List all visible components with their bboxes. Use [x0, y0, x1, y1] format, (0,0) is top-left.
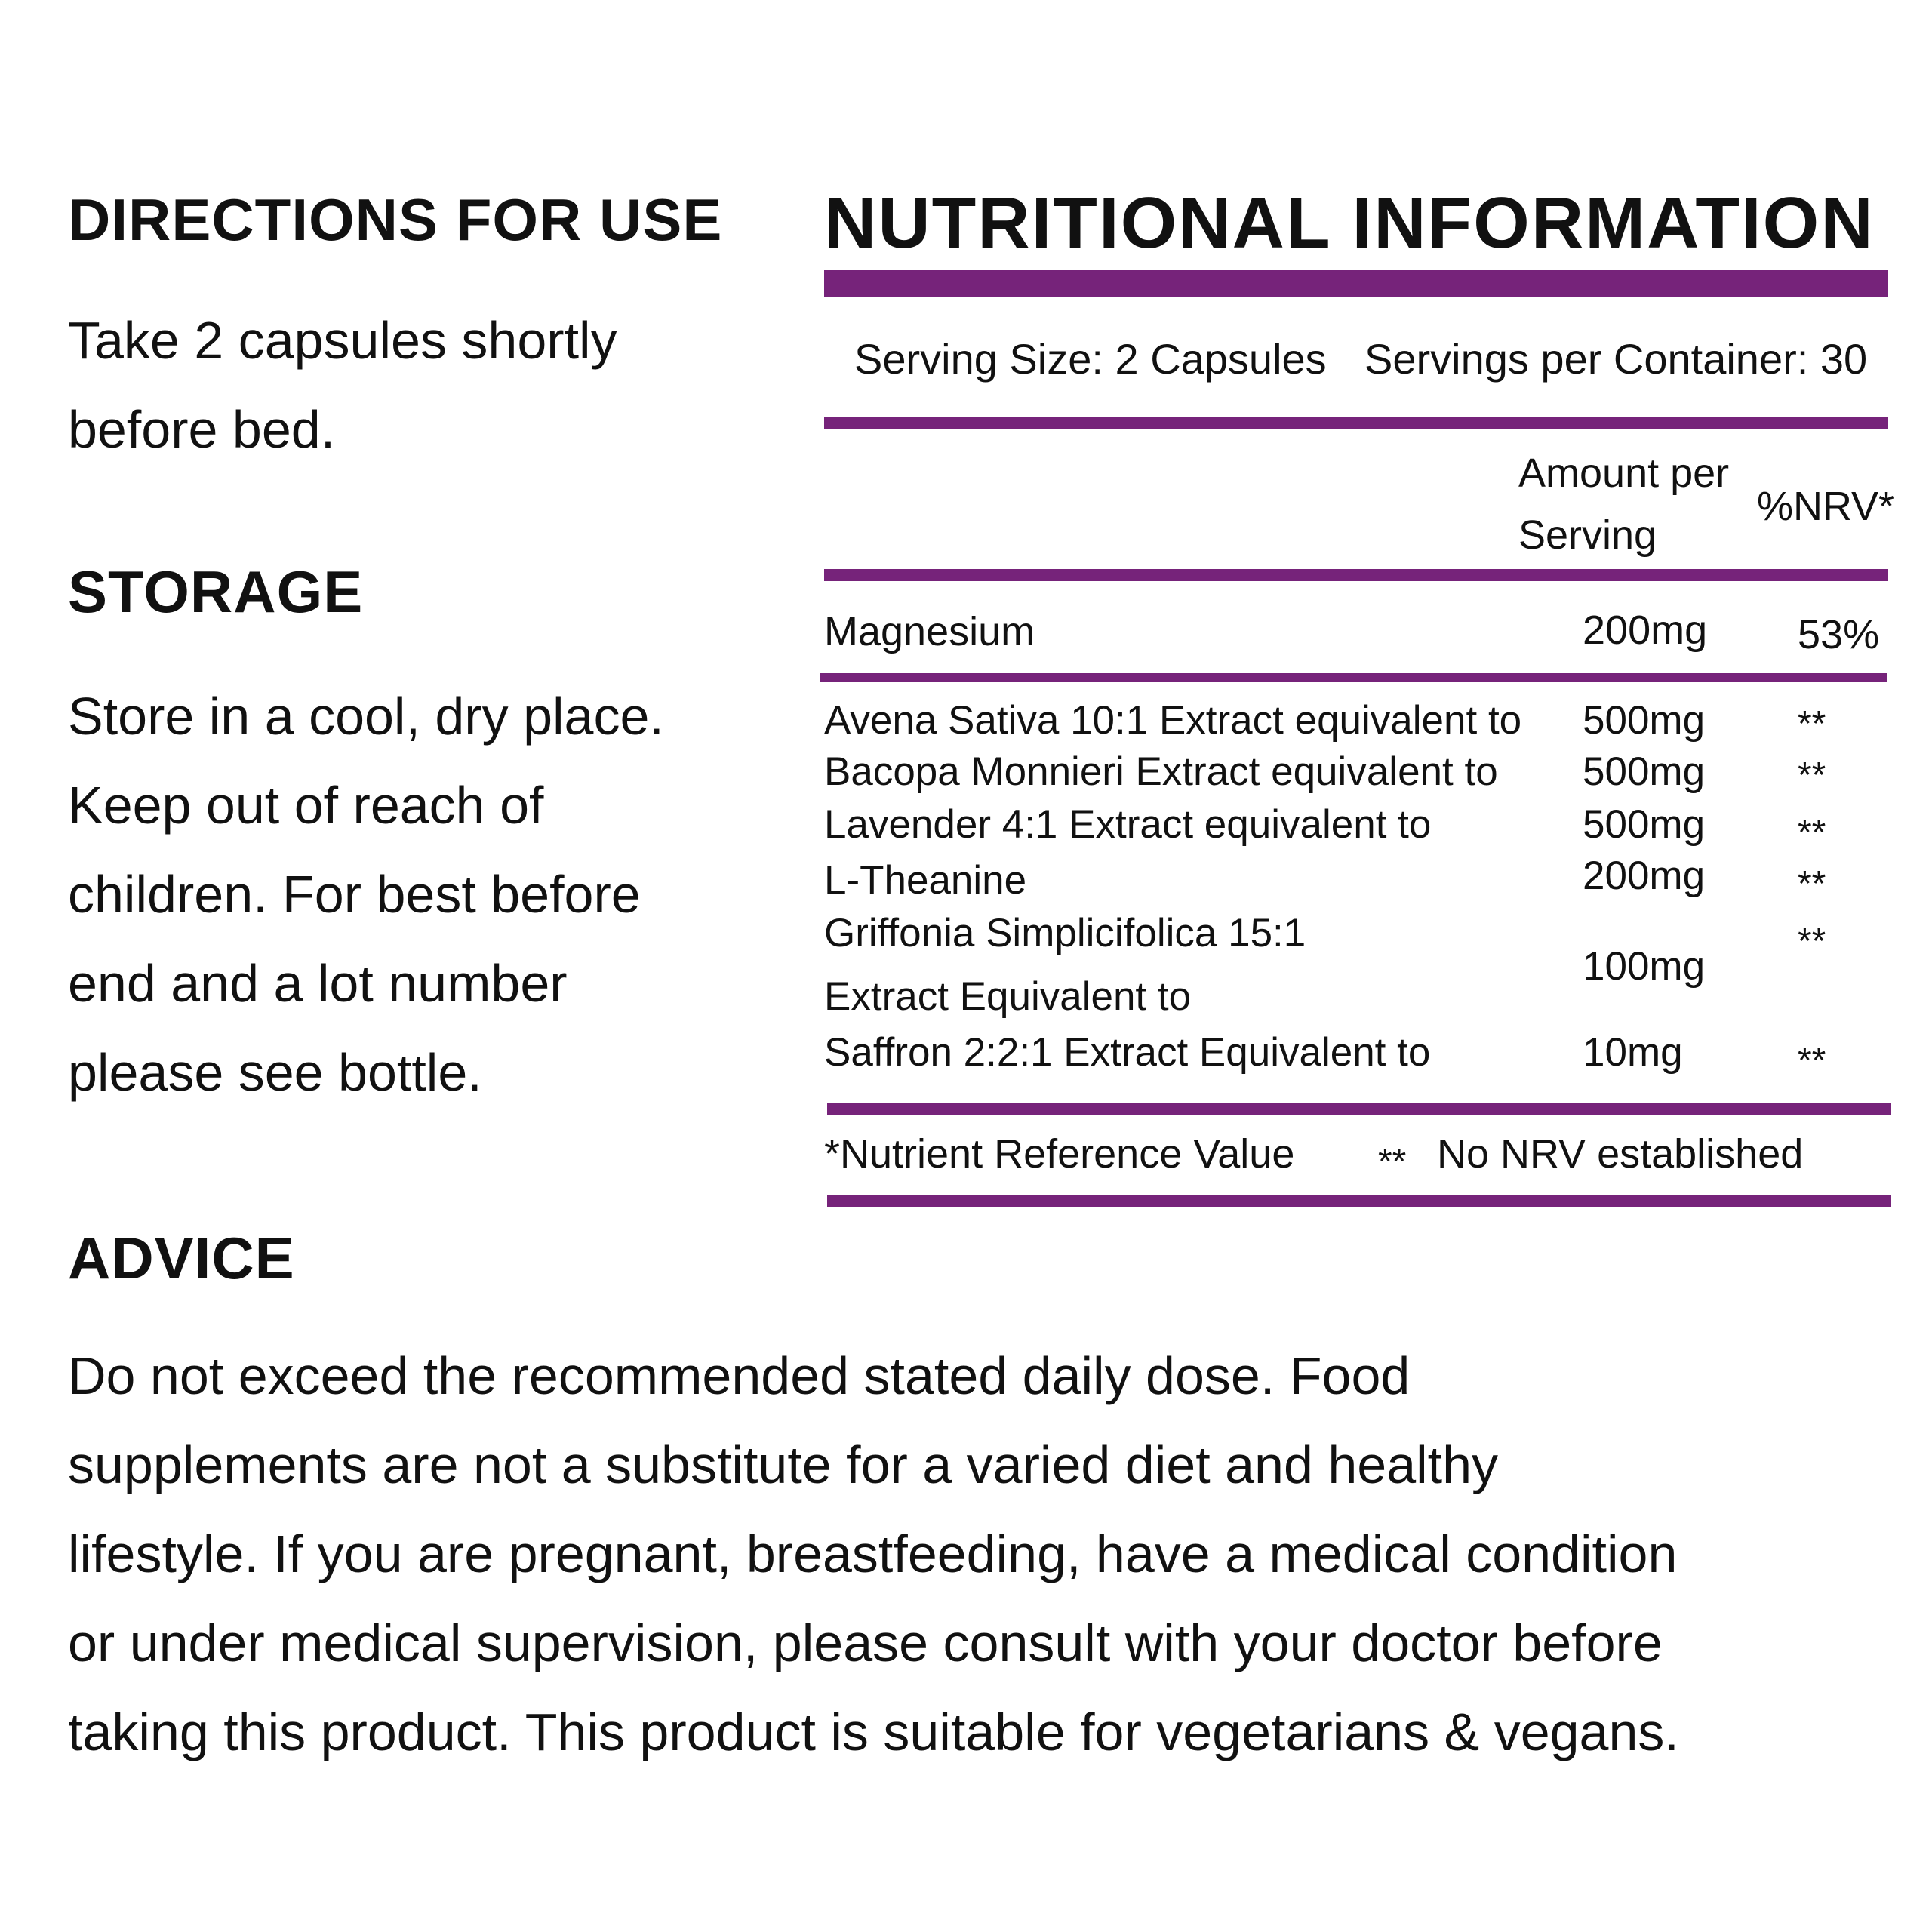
advice-text [68, 1331, 1909, 1777]
divider-bottom [827, 1195, 1891, 1208]
ingredient-nrv: ** [1798, 921, 1826, 961]
footnote-no-nrv: No NRV established [1437, 1131, 1804, 1177]
directions-line: before bed. [68, 400, 336, 459]
ingredient-row [824, 854, 1896, 913]
nutrition-title: NUTRITIONAL INFORMATION [824, 183, 1875, 263]
ingredient-row [824, 749, 1896, 804]
directions-line: Take 2 capsules shortly [68, 311, 617, 370]
ingredient-amount: 100mg [1583, 944, 1706, 989]
ingredient-row [824, 913, 1896, 1026]
ingredient-name: Griffonia Simplicifolica 15:1 [824, 911, 1306, 955]
advice-line: taking this product. This product is suitable for vegetarians & vegans. [68, 1703, 1679, 1761]
ingredient-row [824, 1032, 1896, 1085]
ingredient-name: Lavender 4:1 Extract equivalent to [824, 802, 1432, 847]
footnote-stars: ** [1378, 1142, 1407, 1182]
ingredient-nrv: ** [1798, 704, 1826, 744]
storage-line: please see bottle. [68, 1043, 482, 1102]
ingredient-amount: 10mg [1583, 1030, 1683, 1075]
magnesium-name: Magnesium [824, 609, 1035, 654]
col-amount-header-line2: Serving [1518, 512, 1657, 558]
advice-heading: ADVICE [68, 1225, 295, 1291]
magnesium-nrv: 53% [1798, 612, 1880, 657]
ingredient-name: Bacopa Monnieri Extract equivalent to [824, 749, 1498, 794]
divider-serving [824, 417, 1888, 429]
ingredient-amount: 200mg [1583, 854, 1706, 898]
ingredient-name: L-Theanine [824, 858, 1027, 903]
directions-text [68, 296, 777, 474]
ingredient-nrv: ** [1798, 755, 1826, 795]
serving-size: Serving Size: 2 Capsules [854, 335, 1327, 383]
ingredient-name-line2: Extract Equivalent to [824, 974, 1192, 1019]
divider-ingredients [827, 1103, 1891, 1115]
ingredient-amount: 500mg [1583, 802, 1706, 847]
ingredient-row [824, 804, 1896, 857]
storage-line: Keep out of reach of [68, 776, 544, 835]
advice-line: lifestyle. If you are pregnant, breastfeeding, have a medical condition [68, 1524, 1678, 1583]
ingredient-nrv: ** [1798, 1041, 1826, 1081]
footnote-nrv: *Nutrient Reference Value [824, 1131, 1295, 1177]
ingredient-nrv: ** [1798, 864, 1826, 904]
ingredient-row [824, 700, 1896, 753]
advice-line: supplements are not a substitute for a varied diet and healthy [68, 1435, 1499, 1494]
col-amount-header-line1: Amount per [1518, 451, 1730, 496]
magnesium-amount: 200mg [1583, 608, 1708, 653]
divider-thick-top [824, 270, 1888, 297]
storage-text [68, 672, 792, 1117]
advice-line: or under medical supervision, please consult with your doctor before [68, 1614, 1663, 1672]
storage-line: end and a lot number [68, 954, 568, 1013]
ingredient-nrv: ** [1798, 813, 1826, 853]
directions-heading: DIRECTIONS FOR USE [68, 186, 723, 253]
storage-line: children. For best before [68, 865, 641, 924]
storage-line: Store in a cool, dry place. [68, 687, 664, 746]
ingredient-name: Saffron 2:2:1 Extract Equivalent to [824, 1030, 1431, 1075]
storage-heading: STORAGE [68, 558, 364, 625]
divider-magnesium [820, 673, 1887, 682]
ingredient-name: Avena Sativa 10:1 Extract equivalent to [824, 698, 1522, 743]
servings-per-container: Servings per Container: 30 [1364, 335, 1868, 383]
advice-line: Do not exceed the recommended stated daily dose. Food [68, 1346, 1411, 1405]
ingredient-amount: 500mg [1583, 698, 1706, 743]
ingredient-amount: 500mg [1583, 749, 1706, 794]
col-nrv-header: %NRV* [1757, 484, 1895, 529]
divider-header [824, 569, 1888, 581]
